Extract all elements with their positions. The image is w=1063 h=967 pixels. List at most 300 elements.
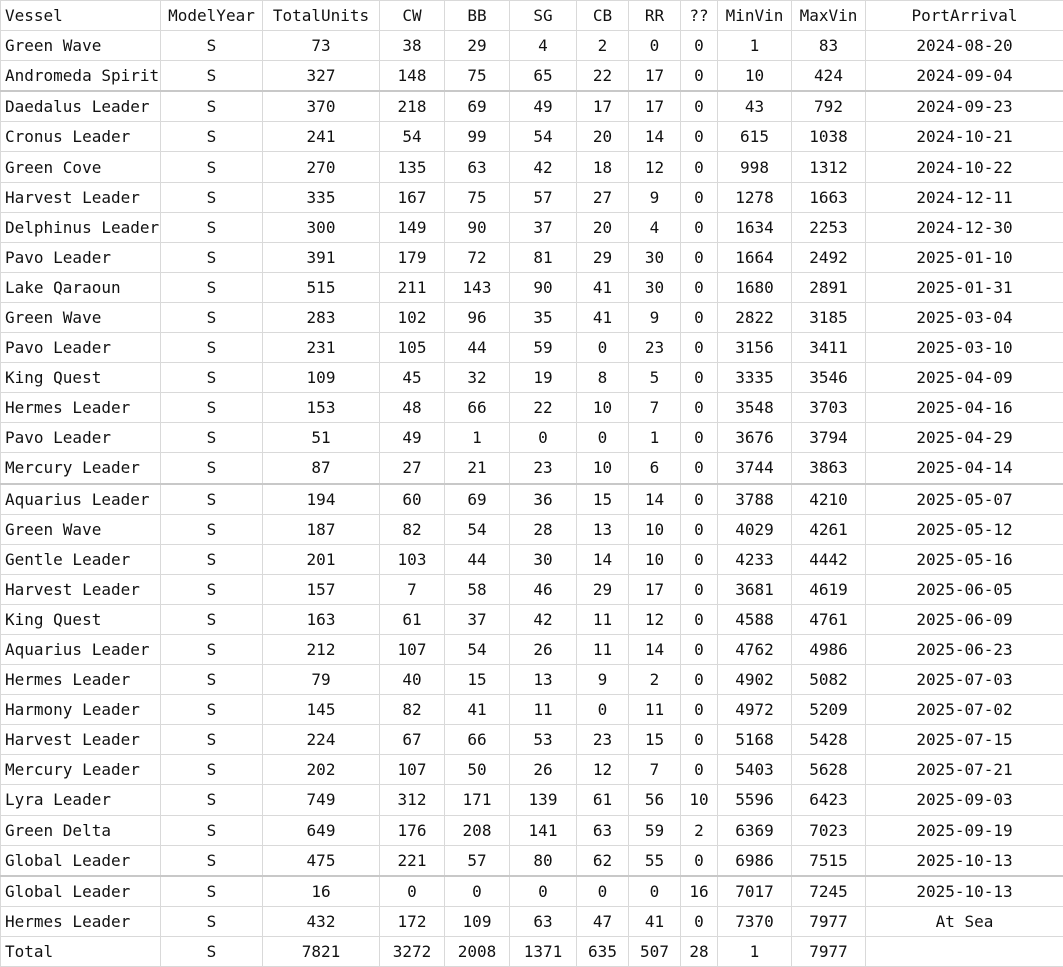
table-cell[interactable]: 5082 <box>792 665 866 695</box>
table-cell[interactable]: 3272 <box>380 936 445 966</box>
table-cell[interactable]: 63 <box>510 906 577 936</box>
table-cell[interactable]: 2025-06-05 <box>866 574 1063 604</box>
table-cell[interactable]: 0 <box>681 755 718 785</box>
table-cell[interactable]: S <box>161 31 263 61</box>
table-cell[interactable]: 4 <box>629 212 681 242</box>
table-cell[interactable]: 2024-12-11 <box>866 182 1063 212</box>
table-cell[interactable]: 11 <box>510 695 577 725</box>
column-header[interactable]: PortArrival <box>866 1 1063 31</box>
table-cell[interactable]: 7017 <box>718 876 792 907</box>
table-cell[interactable]: 14 <box>629 634 681 664</box>
table-cell[interactable]: 4233 <box>718 544 792 574</box>
table-cell[interactable]: 41 <box>577 302 629 332</box>
table-cell[interactable]: 30 <box>629 242 681 272</box>
table-cell[interactable]: S <box>161 61 263 92</box>
table-cell[interactable]: 2025-05-16 <box>866 544 1063 574</box>
table-cell[interactable]: 3788 <box>718 484 792 515</box>
table-cell[interactable]: 0 <box>681 634 718 664</box>
table-cell[interactable]: 28 <box>681 936 718 966</box>
table-cell[interactable]: 2025-04-14 <box>866 453 1063 484</box>
table-cell[interactable]: 3156 <box>718 333 792 363</box>
table-cell[interactable]: 2025-05-12 <box>866 514 1063 544</box>
table-cell[interactable]: 0 <box>577 876 629 907</box>
table-cell[interactable]: 194 <box>263 484 380 515</box>
table-cell[interactable]: 107 <box>380 755 445 785</box>
table-cell[interactable]: 2024-10-22 <box>866 152 1063 182</box>
column-header[interactable]: MaxVin <box>792 1 866 31</box>
table-cell[interactable]: 998 <box>718 152 792 182</box>
table-cell[interactable]: 141 <box>510 815 577 845</box>
table-cell[interactable]: 15 <box>577 484 629 515</box>
table-cell[interactable]: 29 <box>577 574 629 604</box>
table-cell[interactable]: 14 <box>577 544 629 574</box>
table-cell[interactable]: S <box>161 242 263 272</box>
table-cell[interactable]: 391 <box>263 242 380 272</box>
table-cell[interactable]: 0 <box>681 423 718 453</box>
table-cell[interactable]: 1 <box>629 423 681 453</box>
table-cell[interactable]: 66 <box>445 393 510 423</box>
table-cell[interactable]: 218 <box>380 91 445 122</box>
table-cell[interactable]: 73 <box>263 31 380 61</box>
table-cell[interactable]: 57 <box>445 845 510 876</box>
table-cell[interactable]: 59 <box>510 333 577 363</box>
table-cell[interactable]: 45 <box>380 363 445 393</box>
table-cell[interactable]: 29 <box>577 242 629 272</box>
table-cell[interactable]: 90 <box>510 272 577 302</box>
table-cell[interactable]: 2025-04-29 <box>866 423 1063 453</box>
column-header[interactable]: CW <box>380 1 445 31</box>
table-cell[interactable]: S <box>161 423 263 453</box>
table-cell[interactable]: S <box>161 695 263 725</box>
table-cell[interactable]: Green Cove <box>1 152 161 182</box>
table-cell[interactable]: 4619 <box>792 574 866 604</box>
table-cell[interactable]: 11 <box>629 695 681 725</box>
table-cell[interactable]: 109 <box>445 906 510 936</box>
table-cell[interactable]: S <box>161 755 263 785</box>
table-cell[interactable]: 41 <box>445 695 510 725</box>
table-cell[interactable]: 515 <box>263 272 380 302</box>
table-cell[interactable]: 0 <box>510 876 577 907</box>
table-cell[interactable]: 370 <box>263 91 380 122</box>
table-cell[interactable]: 8 <box>577 363 629 393</box>
table-cell[interactable]: 424 <box>792 61 866 92</box>
table-cell[interactable]: 12 <box>629 152 681 182</box>
table-cell[interactable]: 50 <box>445 755 510 785</box>
table-cell[interactable]: 5428 <box>792 725 866 755</box>
table-cell[interactable]: King Quest <box>1 363 161 393</box>
table-cell[interactable]: Green Wave <box>1 31 161 61</box>
table-cell[interactable]: S <box>161 785 263 815</box>
table-cell[interactable]: 6423 <box>792 785 866 815</box>
table-cell[interactable]: 4442 <box>792 544 866 574</box>
table-cell[interactable]: 7977 <box>792 936 866 966</box>
table-cell[interactable]: 7 <box>629 755 681 785</box>
table-cell[interactable]: 10 <box>629 544 681 574</box>
table-cell[interactable]: 211 <box>380 272 445 302</box>
table-cell[interactable]: 1 <box>718 31 792 61</box>
table-cell[interactable]: 432 <box>263 906 380 936</box>
table-cell[interactable]: 58 <box>445 574 510 604</box>
table-cell[interactable]: 7 <box>629 393 681 423</box>
table-cell[interactable]: 30 <box>510 544 577 574</box>
table-cell[interactable]: 2008 <box>445 936 510 966</box>
table-cell[interactable]: 0 <box>510 423 577 453</box>
table-cell[interactable]: 2025-07-02 <box>866 695 1063 725</box>
table-cell[interactable]: 60 <box>380 484 445 515</box>
table-cell[interactable]: 7 <box>380 574 445 604</box>
table-cell[interactable]: S <box>161 936 263 966</box>
column-header[interactable]: SG <box>510 1 577 31</box>
table-cell[interactable]: S <box>161 845 263 876</box>
table-cell[interactable]: 187 <box>263 514 380 544</box>
table-cell[interactable]: Harvest Leader <box>1 182 161 212</box>
table-cell[interactable]: 0 <box>445 876 510 907</box>
table-cell[interactable]: 15 <box>445 665 510 695</box>
table-cell[interactable]: Total <box>1 936 161 966</box>
table-cell[interactable]: 82 <box>380 695 445 725</box>
table-cell[interactable]: 75 <box>445 61 510 92</box>
table-cell[interactable]: S <box>161 725 263 755</box>
table-cell[interactable]: S <box>161 272 263 302</box>
table-cell[interactable]: 2025-07-21 <box>866 755 1063 785</box>
table-cell[interactable]: 283 <box>263 302 380 332</box>
table-cell[interactable]: 2025-06-09 <box>866 604 1063 634</box>
table-cell[interactable]: Harmony Leader <box>1 695 161 725</box>
table-cell[interactable]: 1 <box>718 936 792 966</box>
table-cell[interactable]: 0 <box>577 333 629 363</box>
table-cell[interactable]: 149 <box>380 212 445 242</box>
table-cell[interactable]: 6 <box>629 453 681 484</box>
table-cell[interactable]: 54 <box>445 634 510 664</box>
table-cell[interactable]: 1680 <box>718 272 792 302</box>
table-cell[interactable]: 208 <box>445 815 510 845</box>
table-cell[interactable]: 49 <box>510 91 577 122</box>
table-cell[interactable]: 0 <box>681 363 718 393</box>
table-cell[interactable]: Hermes Leader <box>1 906 161 936</box>
table-cell[interactable]: 17 <box>629 574 681 604</box>
table-cell[interactable]: 148 <box>380 61 445 92</box>
table-cell[interactable]: 176 <box>380 815 445 845</box>
table-cell[interactable]: 15 <box>629 725 681 755</box>
table-cell[interactable]: 241 <box>263 122 380 152</box>
table-cell[interactable]: S <box>161 393 263 423</box>
table-cell[interactable]: 66 <box>445 725 510 755</box>
table-cell[interactable]: 3335 <box>718 363 792 393</box>
table-cell[interactable]: 312 <box>380 785 445 815</box>
table-cell[interactable]: Delphinus Leader <box>1 212 161 242</box>
table-cell[interactable]: 46 <box>510 574 577 604</box>
table-cell[interactable]: 4986 <box>792 634 866 664</box>
table-cell[interactable]: 335 <box>263 182 380 212</box>
column-header[interactable]: BB <box>445 1 510 31</box>
table-cell[interactable]: 4 <box>510 31 577 61</box>
table-cell[interactable]: 54 <box>380 122 445 152</box>
table-cell[interactable]: 2024-08-20 <box>866 31 1063 61</box>
column-header[interactable]: CB <box>577 1 629 31</box>
table-cell[interactable]: 2025-05-07 <box>866 484 1063 515</box>
table-cell[interactable]: 0 <box>681 484 718 515</box>
table-cell[interactable]: 2025-09-19 <box>866 815 1063 845</box>
table-cell[interactable]: Pavo Leader <box>1 423 161 453</box>
table-cell[interactable]: Mercury Leader <box>1 755 161 785</box>
table-cell[interactable]: Cronus Leader <box>1 122 161 152</box>
table-cell[interactable]: 7023 <box>792 815 866 845</box>
table-cell[interactable]: Lake Qaraoun <box>1 272 161 302</box>
table-cell[interactable]: 0 <box>681 393 718 423</box>
table-cell[interactable]: 2024-10-21 <box>866 122 1063 152</box>
table-cell[interactable]: 4902 <box>718 665 792 695</box>
table-cell[interactable]: Pavo Leader <box>1 333 161 363</box>
table-cell[interactable]: 0 <box>681 122 718 152</box>
table-cell[interactable]: 135 <box>380 152 445 182</box>
table-cell[interactable]: 56 <box>629 785 681 815</box>
table-cell[interactable]: Gentle Leader <box>1 544 161 574</box>
table-cell[interactable]: 0 <box>681 453 718 484</box>
table-cell[interactable]: S <box>161 152 263 182</box>
table-cell[interactable]: 69 <box>445 91 510 122</box>
table-cell[interactable]: 17 <box>629 91 681 122</box>
table-cell[interactable]: 0 <box>681 604 718 634</box>
table-cell[interactable]: S <box>161 122 263 152</box>
table-cell[interactable]: 4762 <box>718 634 792 664</box>
table-cell[interactable]: 139 <box>510 785 577 815</box>
table-cell[interactable]: 2025-03-10 <box>866 333 1063 363</box>
table-cell[interactable]: 62 <box>577 845 629 876</box>
table-cell[interactable]: 4029 <box>718 514 792 544</box>
table-cell[interactable]: Global Leader <box>1 845 161 876</box>
table-cell[interactable]: S <box>161 91 263 122</box>
table-cell[interactable]: 14 <box>629 122 681 152</box>
table-cell[interactable]: 2025-01-10 <box>866 242 1063 272</box>
table-cell[interactable]: 7821 <box>263 936 380 966</box>
table-cell[interactable]: 145 <box>263 695 380 725</box>
table-cell[interactable]: 7515 <box>792 845 866 876</box>
table-cell[interactable]: 44 <box>445 544 510 574</box>
table-cell[interactable]: 27 <box>577 182 629 212</box>
table-cell[interactable]: 5209 <box>792 695 866 725</box>
table-cell[interactable]: Global Leader <box>1 876 161 907</box>
table-cell[interactable]: S <box>161 302 263 332</box>
table-cell[interactable]: 9 <box>629 302 681 332</box>
table-cell[interactable]: 41 <box>577 272 629 302</box>
table-cell[interactable]: 26 <box>510 755 577 785</box>
table-cell[interactable]: 1663 <box>792 182 866 212</box>
table-cell[interactable]: 42 <box>510 152 577 182</box>
table-cell[interactable]: 167 <box>380 182 445 212</box>
table-cell[interactable]: 4761 <box>792 604 866 634</box>
table-cell[interactable]: 1634 <box>718 212 792 242</box>
table-cell[interactable]: 80 <box>510 845 577 876</box>
table-cell[interactable]: 5403 <box>718 755 792 785</box>
table-cell[interactable]: 4972 <box>718 695 792 725</box>
table-cell[interactable]: 4261 <box>792 514 866 544</box>
table-cell[interactable]: 40 <box>380 665 445 695</box>
table-cell[interactable]: 3863 <box>792 453 866 484</box>
table-cell[interactable]: 0 <box>681 514 718 544</box>
table-cell[interactable]: 59 <box>629 815 681 845</box>
table-cell[interactable]: 0 <box>681 906 718 936</box>
table-cell[interactable]: 3546 <box>792 363 866 393</box>
table-cell[interactable]: King Quest <box>1 604 161 634</box>
table-cell[interactable]: At Sea <box>866 906 1063 936</box>
table-cell[interactable]: 2891 <box>792 272 866 302</box>
table-cell[interactable]: 1312 <box>792 152 866 182</box>
table-cell[interactable]: 0 <box>681 665 718 695</box>
table-cell[interactable]: 61 <box>380 604 445 634</box>
table-cell[interactable]: 615 <box>718 122 792 152</box>
table-cell[interactable]: Andromeda Spirit <box>1 61 161 92</box>
table-cell[interactable]: 2 <box>629 665 681 695</box>
column-header[interactable]: ModelYear <box>161 1 263 31</box>
table-cell[interactable]: 0 <box>681 302 718 332</box>
table-cell[interactable]: 90 <box>445 212 510 242</box>
table-cell[interactable]: 3411 <box>792 333 866 363</box>
table-cell[interactable]: 649 <box>263 815 380 845</box>
table-cell[interactable]: 2492 <box>792 242 866 272</box>
table-cell[interactable]: S <box>161 574 263 604</box>
table-cell[interactable]: 65 <box>510 61 577 92</box>
table-cell[interactable]: 201 <box>263 544 380 574</box>
table-cell[interactable]: 19 <box>510 363 577 393</box>
table-cell[interactable]: 2822 <box>718 302 792 332</box>
table-cell[interactable]: 231 <box>263 333 380 363</box>
table-cell[interactable]: 11 <box>577 604 629 634</box>
table-cell[interactable]: 327 <box>263 61 380 92</box>
table-cell[interactable]: 3676 <box>718 423 792 453</box>
table-cell[interactable]: 23 <box>577 725 629 755</box>
table-cell[interactable]: 42 <box>510 604 577 634</box>
table-cell[interactable]: 3744 <box>718 453 792 484</box>
table-cell[interactable]: S <box>161 212 263 242</box>
table-cell[interactable]: 221 <box>380 845 445 876</box>
table-cell[interactable]: 300 <box>263 212 380 242</box>
table-cell[interactable]: 0 <box>681 152 718 182</box>
table-cell[interactable]: Pavo Leader <box>1 242 161 272</box>
table-cell[interactable]: 143 <box>445 272 510 302</box>
table-cell[interactable]: 47 <box>577 906 629 936</box>
table-cell[interactable]: Green Delta <box>1 815 161 845</box>
table-cell[interactable]: 0 <box>577 423 629 453</box>
table-cell[interactable]: 16 <box>681 876 718 907</box>
table-cell[interactable] <box>866 936 1063 966</box>
table-cell[interactable]: 157 <box>263 574 380 604</box>
table-cell[interactable]: 12 <box>577 755 629 785</box>
table-cell[interactable]: 7370 <box>718 906 792 936</box>
table-cell[interactable]: 54 <box>510 122 577 152</box>
table-cell[interactable]: 1371 <box>510 936 577 966</box>
table-cell[interactable]: 17 <box>629 61 681 92</box>
table-cell[interactable]: 10 <box>681 785 718 815</box>
table-cell[interactable]: Hermes Leader <box>1 665 161 695</box>
column-header[interactable]: RR <box>629 1 681 31</box>
table-cell[interactable]: 2025-01-31 <box>866 272 1063 302</box>
table-cell[interactable]: S <box>161 665 263 695</box>
table-cell[interactable]: 0 <box>577 695 629 725</box>
table-cell[interactable]: 635 <box>577 936 629 966</box>
table-cell[interactable]: 10 <box>718 61 792 92</box>
table-cell[interactable]: 44 <box>445 333 510 363</box>
table-cell[interactable]: 2024-09-23 <box>866 91 1063 122</box>
table-cell[interactable]: 3185 <box>792 302 866 332</box>
table-cell[interactable]: 10 <box>629 514 681 544</box>
table-cell[interactable]: 2025-04-09 <box>866 363 1063 393</box>
table-cell[interactable]: 3794 <box>792 423 866 453</box>
table-cell[interactable]: 172 <box>380 906 445 936</box>
table-cell[interactable]: S <box>161 333 263 363</box>
table-cell[interactable]: 107 <box>380 634 445 664</box>
table-cell[interactable]: 28 <box>510 514 577 544</box>
table-cell[interactable]: 7977 <box>792 906 866 936</box>
column-header[interactable]: TotalUnits <box>263 1 380 31</box>
table-cell[interactable]: 2 <box>577 31 629 61</box>
table-cell[interactable]: 9 <box>577 665 629 695</box>
table-cell[interactable]: 79 <box>263 665 380 695</box>
table-cell[interactable]: 0 <box>681 182 718 212</box>
table-cell[interactable]: 2 <box>681 815 718 845</box>
table-cell[interactable]: 55 <box>629 845 681 876</box>
table-cell[interactable]: 212 <box>263 634 380 664</box>
table-cell[interactable]: 63 <box>577 815 629 845</box>
table-cell[interactable]: 475 <box>263 845 380 876</box>
table-cell[interactable]: 27 <box>380 453 445 484</box>
table-cell[interactable]: 69 <box>445 484 510 515</box>
table-cell[interactable]: 6986 <box>718 845 792 876</box>
table-cell[interactable]: 1664 <box>718 242 792 272</box>
table-cell[interactable]: S <box>161 815 263 845</box>
table-cell[interactable]: 4588 <box>718 604 792 634</box>
table-cell[interactable]: 1 <box>445 423 510 453</box>
table-cell[interactable]: Hermes Leader <box>1 393 161 423</box>
table-cell[interactable]: Daedalus Leader <box>1 91 161 122</box>
table-cell[interactable]: 202 <box>263 755 380 785</box>
table-cell[interactable]: 22 <box>510 393 577 423</box>
table-cell[interactable]: 20 <box>577 122 629 152</box>
table-cell[interactable]: S <box>161 514 263 544</box>
table-cell[interactable]: 83 <box>792 31 866 61</box>
table-cell[interactable]: 2025-04-16 <box>866 393 1063 423</box>
table-cell[interactable]: 0 <box>681 272 718 302</box>
table-cell[interactable]: 2025-10-13 <box>866 845 1063 876</box>
table-cell[interactable]: S <box>161 182 263 212</box>
table-cell[interactable]: 35 <box>510 302 577 332</box>
table-cell[interactable]: 0 <box>380 876 445 907</box>
table-cell[interactable]: 20 <box>577 212 629 242</box>
table-cell[interactable]: 153 <box>263 393 380 423</box>
table-cell[interactable]: 10 <box>577 453 629 484</box>
table-cell[interactable]: 54 <box>445 514 510 544</box>
table-cell[interactable]: 3703 <box>792 393 866 423</box>
table-cell[interactable]: 792 <box>792 91 866 122</box>
table-cell[interactable]: Lyra Leader <box>1 785 161 815</box>
table-cell[interactable]: 0 <box>681 91 718 122</box>
table-cell[interactable]: 22 <box>577 61 629 92</box>
table-cell[interactable]: S <box>161 876 263 907</box>
table-cell[interactable]: 0 <box>681 544 718 574</box>
table-cell[interactable]: 1038 <box>792 122 866 152</box>
table-cell[interactable]: 30 <box>629 272 681 302</box>
table-cell[interactable]: 17 <box>577 91 629 122</box>
table-cell[interactable]: 5628 <box>792 755 866 785</box>
table-cell[interactable]: 81 <box>510 242 577 272</box>
table-cell[interactable]: Harvest Leader <box>1 725 161 755</box>
table-cell[interactable]: 23 <box>629 333 681 363</box>
table-cell[interactable]: 48 <box>380 393 445 423</box>
table-cell[interactable]: 3548 <box>718 393 792 423</box>
table-cell[interactable]: 0 <box>681 845 718 876</box>
table-cell[interactable]: 2024-09-04 <box>866 61 1063 92</box>
table-cell[interactable]: 5 <box>629 363 681 393</box>
table-cell[interactable]: 0 <box>681 574 718 604</box>
